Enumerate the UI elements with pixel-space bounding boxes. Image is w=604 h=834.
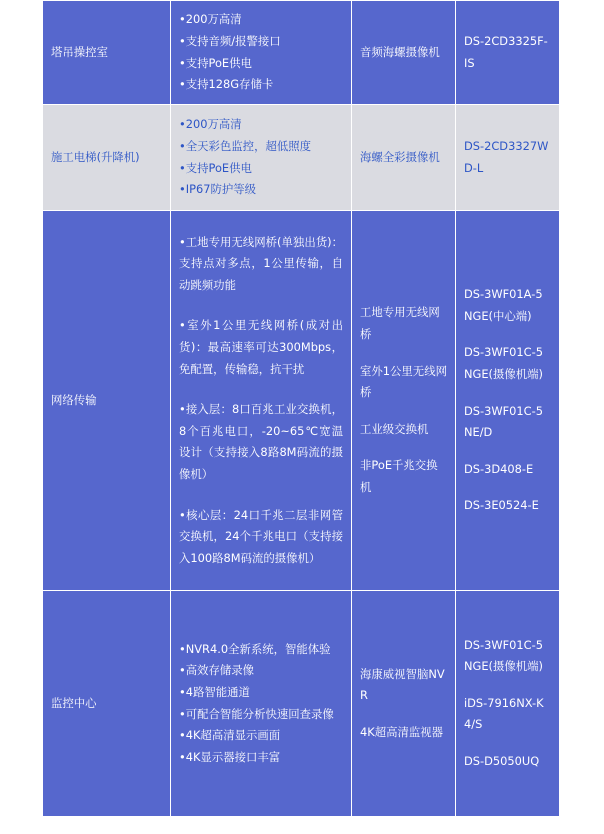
location-cell: 施工电梯(升降机) (43, 105, 171, 211)
location-cell: 网络传输 (43, 211, 171, 591)
product-cell (352, 211, 456, 591)
model-item: iDS-7916NX-K4/S (464, 695, 544, 732)
product-item: 工地专用无线网桥 (360, 305, 440, 342)
list-item: •支持音频/报警接口 (179, 33, 281, 48)
feature-paragraph: •室外1公里无线网桥(成对出货)：最高速率可达300Mbps，免配置，传输稳，抗干扰 (179, 318, 343, 376)
model-item: DS-D5050UQ (464, 753, 540, 768)
features-cell (171, 1, 352, 105)
list-item: •200万高清 (179, 117, 242, 132)
product-cell: 海螺全彩摄像机 (352, 105, 456, 211)
model-item: DS-3WF01C-5NE/D (464, 403, 543, 440)
feature-paragraph: •接入层：8口百兆工业交换机，8个百兆电口，-20~65℃宽温设计（支持接入8路8M码流的摄像机） (179, 402, 343, 481)
table-row (43, 1, 560, 105)
model-cell: DS-2CD3327WD-L (456, 105, 560, 211)
list-item: •全天彩色监控，超低照度 (179, 138, 312, 153)
model-cell (456, 591, 560, 817)
equipment-table (42, 0, 560, 817)
location-cell: 塔吊操控室 (43, 1, 171, 105)
list-item: •IP67防护等级 (179, 182, 257, 197)
table-row (43, 211, 560, 591)
feature-list (179, 9, 343, 95)
list-item: •支持128G存储卡 (179, 77, 274, 92)
product-item: 工业级交换机 (360, 421, 429, 436)
feature-paragraph: •核心层：24口千兆二层非网管交换机，24个千兆电口（支持接入100路8M码流的摄像机） (179, 507, 343, 565)
list-item: •支持PoE供电 (179, 55, 252, 70)
list-item: •4K超高清显示画面 (179, 728, 281, 743)
feature-list (179, 639, 343, 769)
table-row (43, 591, 560, 817)
list-item: •4K显示器接口丰富 (179, 749, 281, 764)
product-item: 海康威视智脑NVR (360, 666, 445, 703)
features-cell (171, 211, 352, 591)
list-item: •高效存储录像 (179, 663, 255, 678)
model-item: DS-3D408-E (464, 461, 534, 476)
model-item: DS-3WF01C-5NGE(摄像机端) (464, 345, 543, 381)
product-item: 非PoE千兆交换机 (360, 458, 438, 494)
product-item: 室外1公里无线网桥 (360, 363, 447, 400)
features-cell (171, 105, 352, 211)
feature-list (179, 114, 343, 200)
features-cell (171, 591, 352, 817)
location-cell: 监控中心 (43, 591, 171, 817)
list-item: •NVR4.0全新系统，智能体验 (179, 641, 331, 656)
product-cell (352, 591, 456, 817)
feature-paragraph: •工地专用无线网桥(单独出货)：支持点对多点，1公里传输，自动跳频功能 (179, 234, 343, 292)
table-row (43, 105, 560, 211)
list-item: •200万高清 (179, 12, 242, 27)
model-item: DS-3WF01A-5NGE(中心端) (464, 287, 543, 323)
model-item: DS-3WF01C-5NGE(摄像机端) (464, 637, 543, 674)
list-item: •4路智能通道 (179, 684, 250, 699)
model-item: DS-3E0524-E (464, 498, 539, 513)
model-cell: DS-2CD3325F-IS (456, 1, 560, 105)
product-item: 4K超高清监视器 (360, 724, 444, 739)
product-cell: 音频海螺摄像机 (352, 1, 456, 105)
list-item: •支持PoE供电 (179, 160, 252, 175)
list-item: •可配合智能分析快速回查录像 (179, 706, 334, 721)
model-cell (456, 211, 560, 591)
